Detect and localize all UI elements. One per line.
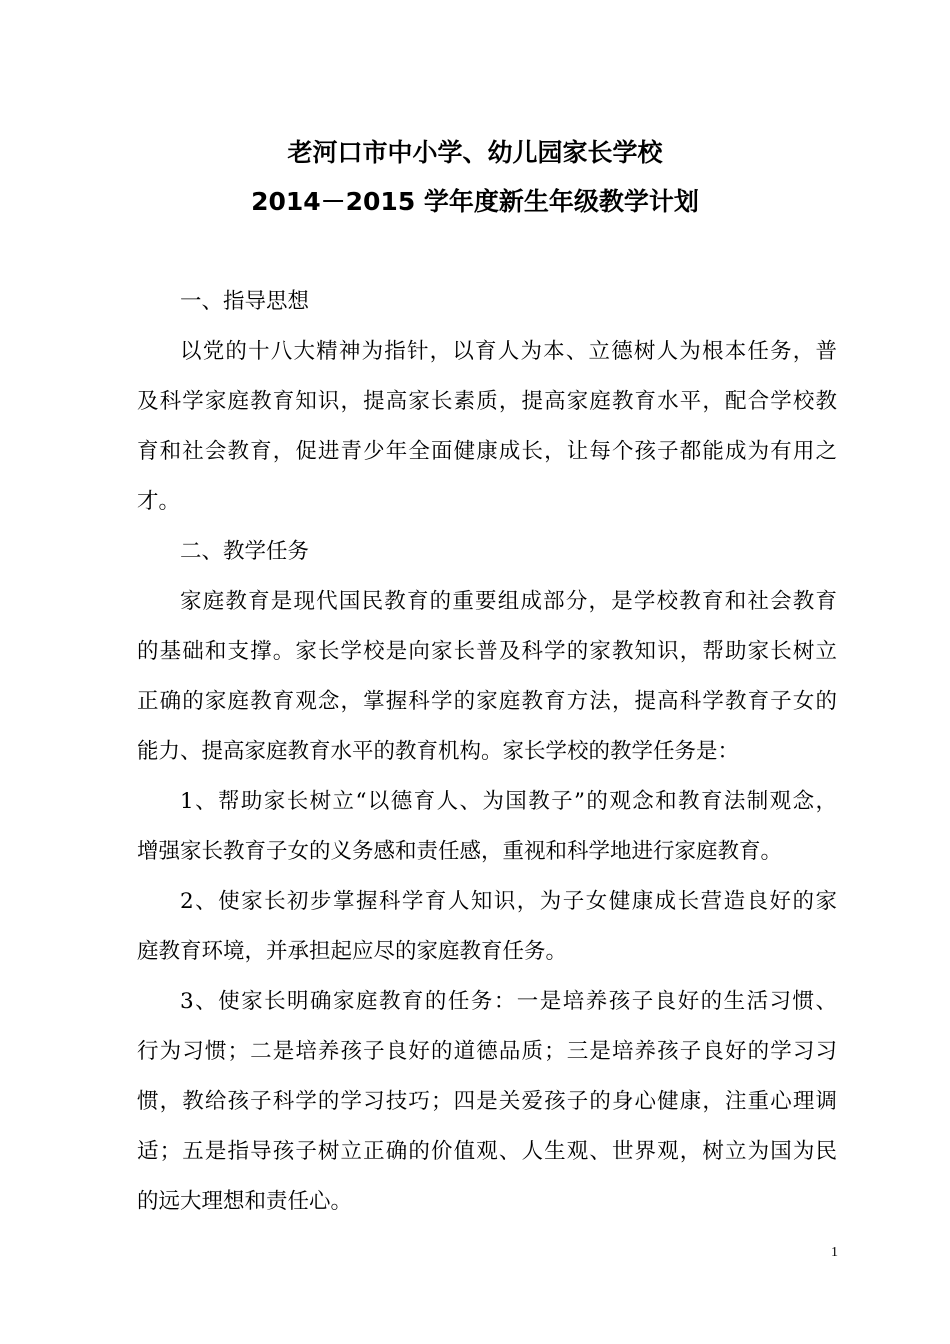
paragraph-line: 的基础和支撑。家长学校是向家长普及科学的家教知识，帮助家长树立 — [137, 639, 837, 664]
page-number: 1 — [831, 1245, 838, 1260]
paragraph-line: 育和社会教育，促进青少年全面健康成长，让每个孩子都能成为有用之 — [137, 439, 837, 464]
list-item-line: 惯，教给孩子科学的学习技巧；四是关爱孩子的身心健康，注重心理调 — [137, 1089, 837, 1114]
list-item-line: 3、使家长明确家庭教育的任务：一是培养孩子良好的生活习惯、 — [180, 989, 837, 1014]
document-title: 老河口市中小学、幼儿园家长学校 — [287, 138, 663, 167]
list-item-line: 2、使家长初步掌握科学育人知识，为子女健康成长营造良好的家 — [180, 889, 837, 914]
paragraph-line: 以党的十八大精神为指针，以育人为本、立德树人为根本任务，普 — [180, 339, 837, 364]
section-heading-guiding-thought: 一、指导思想 — [180, 289, 310, 314]
list-item-line: 1、帮助家长树立“以德育人、为国教子”的观念和教育法制观念， — [180, 789, 837, 814]
section-heading-teaching-tasks: 二、教学任务 — [180, 539, 310, 564]
paragraph-line: 及科学家庭教育知识，提高家长素质，提高家庭教育水平，配合学校教 — [137, 389, 837, 414]
paragraph-line: 家庭教育是现代国民教育的重要组成部分，是学校教育和社会教育 — [180, 589, 837, 614]
list-item-line: 行为习惯；二是培养孩子良好的道德品质；三是培养孩子良好的学习习 — [137, 1039, 837, 1064]
document-body — [137, 277, 837, 1227]
list-item-line: 的远大理想和责任心。 — [137, 1189, 353, 1214]
list-item-line: 庭教育环境，并承担起应尽的家庭教育任务。 — [137, 939, 568, 964]
paragraph-line: 才。 — [137, 489, 181, 514]
list-item-line: 适；五是指导孩子树立正确的价值观、人生观、世界观，树立为国为民 — [137, 1139, 837, 1164]
list-item-line: 增强家长教育子女的义务感和责任感，重视和科学地进行家庭教育。 — [137, 839, 783, 864]
document-subtitle: 2014－2015 学年度新生年级教学计划 — [251, 187, 699, 216]
paragraph-line: 能力、提高家庭教育水平的教育机构。家长学校的教学任务是： — [137, 739, 740, 764]
paragraph-line: 正确的家庭教育观念，掌握科学的家庭教育方法，提高科学教育子女的 — [137, 689, 837, 714]
